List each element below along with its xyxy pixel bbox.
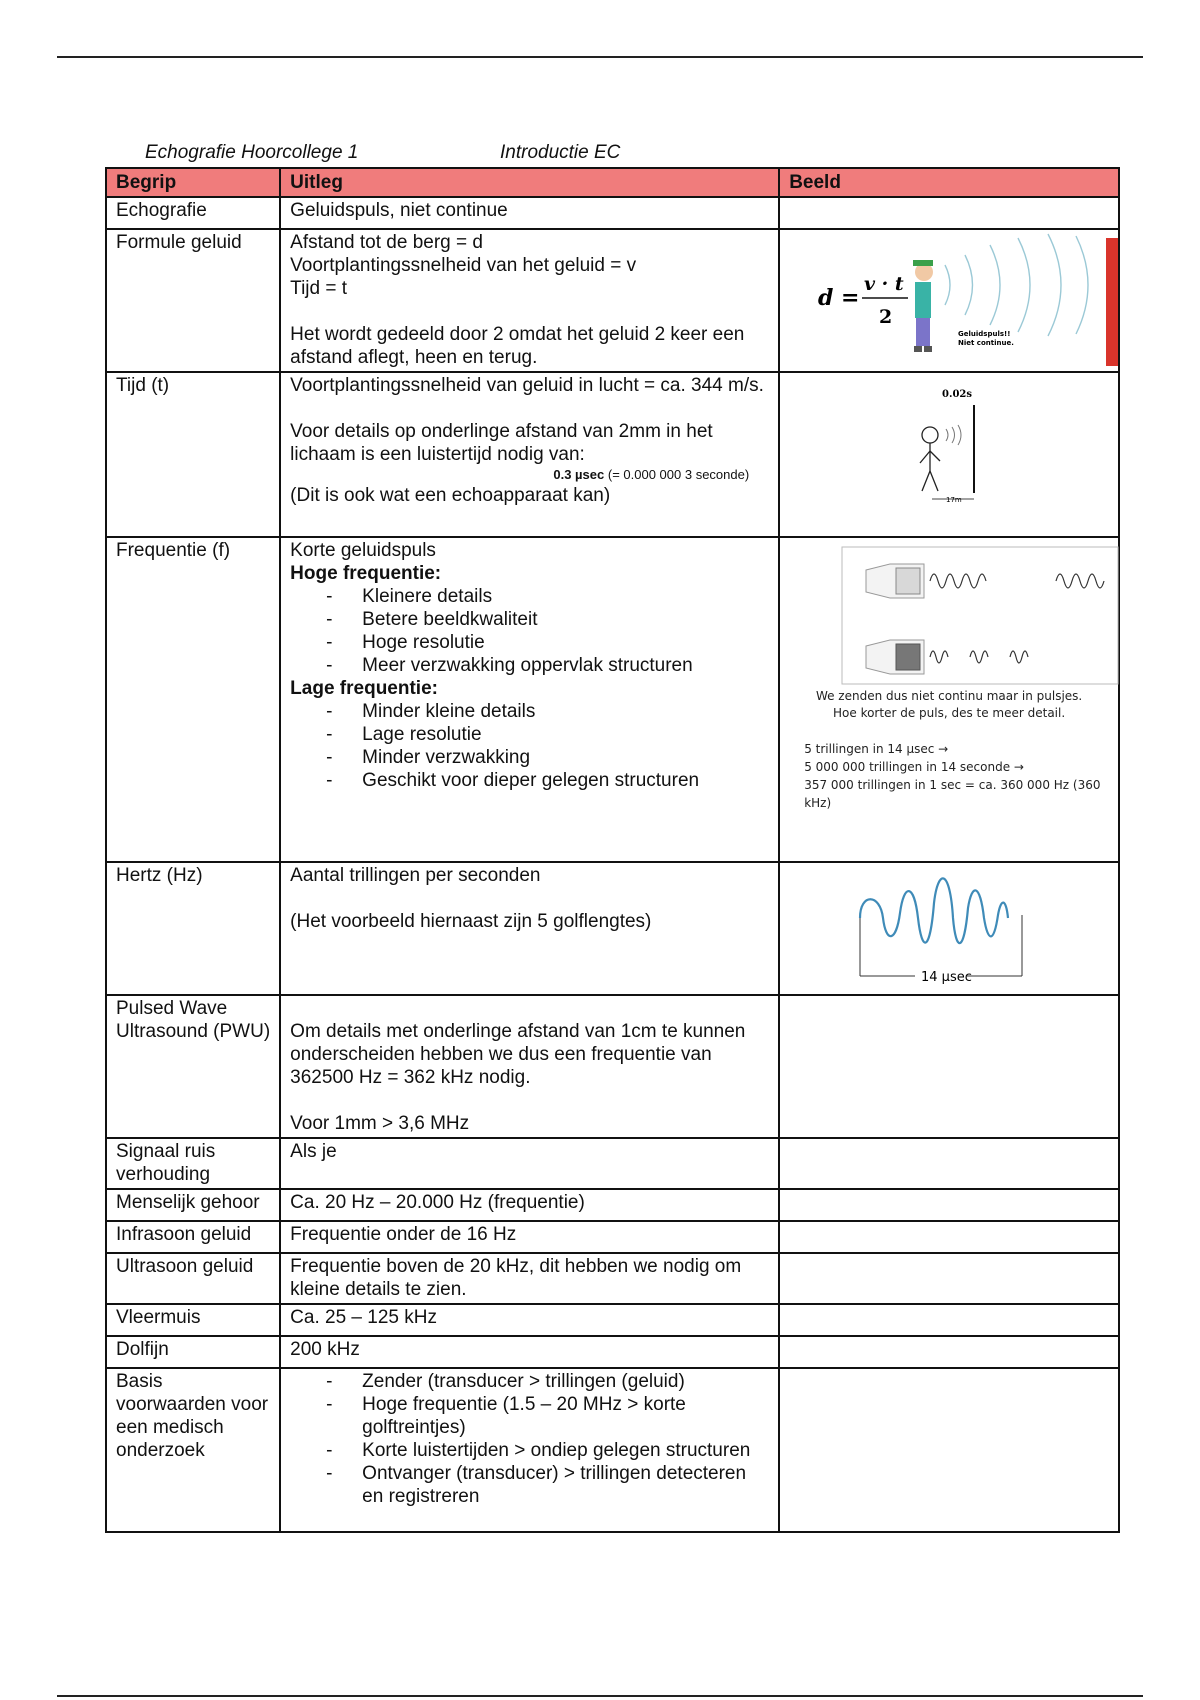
term-cell: Dolfijn <box>106 1336 280 1368</box>
explanation-cell <box>280 995 779 1138</box>
explanation-cell <box>280 537 779 862</box>
explanation-cell: Als je <box>280 1138 779 1189</box>
term-cell: Echografie <box>106 197 280 229</box>
text-line: Aantal trillingen per seconden <box>290 865 541 886</box>
header-begrip: Begrip <box>106 168 280 197</box>
text-line: Om details met onderlinge afstand van 1cm te kunnen onderscheiden hebben we dus een frequentie van 362500 Hz = 362 kHz nodig. <box>290 1021 746 1088</box>
wave-illustration <box>780 863 1120 993</box>
table-row <box>106 1221 1119 1253</box>
explanation-cell: Ca. 20 Hz – 20.000 Hz (frequentie) <box>280 1189 779 1221</box>
svg-text:Niet continue.: Niet continue. <box>958 339 1015 347</box>
image-cell <box>779 995 1119 1138</box>
stick-figure <box>920 427 940 491</box>
list-item: - Ontvanger (transducer) > trillingen detecteren en registreren <box>326 1462 769 1508</box>
image-cell <box>779 197 1119 229</box>
text-line: Tijd = t <box>290 278 348 299</box>
list-item: - Betere beeldkwaliteit <box>326 608 769 631</box>
header-uitleg: Uitleg <box>280 168 779 197</box>
explanation-cell <box>280 862 779 995</box>
image-cell <box>779 229 1119 372</box>
term-cell: Menselijk gehoor <box>106 1189 280 1221</box>
explanation-cell <box>280 229 779 372</box>
table-row <box>106 197 1119 229</box>
time-label: 0.02s <box>942 389 973 400</box>
echo-formula-illustration <box>780 230 1120 368</box>
text-line: Voor details op onderlinge afstand van 2mm in het lichaam is een luistertijd nodig van: <box>290 421 713 465</box>
image-cell <box>779 1253 1119 1304</box>
subheading: Hoge frequentie: <box>290 563 442 584</box>
formula-line: 0.3 µsec (= 0.000 000 3 seconde) <box>553 467 750 482</box>
formula-numerator: v · t <box>864 273 904 295</box>
term-cell: Signaal ruis verhouding <box>106 1138 280 1189</box>
image-cell <box>779 1304 1119 1336</box>
person-figure <box>913 260 933 352</box>
image-cell <box>779 1138 1119 1189</box>
echo-time-illustration <box>780 373 1120 536</box>
concept-table <box>105 167 1120 1533</box>
explanation-cell: Frequentie onder de 16 Hz <box>280 1221 779 1253</box>
term-cell: Infrasoon geluid <box>106 1221 280 1253</box>
term-cell: Vleermuis <box>106 1304 280 1336</box>
formula-d: d = <box>818 285 860 311</box>
explanation-cell <box>280 372 779 537</box>
mountain-wall <box>1106 238 1118 366</box>
subheading: Lage frequentie: <box>290 678 438 699</box>
high-frequency-list <box>290 585 769 677</box>
table-row <box>106 372 1119 537</box>
term-cell: Hertz (Hz) <box>106 862 280 995</box>
pulse-caption: We zenden dus niet continu maar in pulsjes. Hoe korter de puls, des te meer detail. <box>815 689 1083 720</box>
text-line: Voortplantingssnelheid van geluid in lucht = ca. 344 m/s. <box>290 375 764 396</box>
image-cell <box>779 1189 1119 1221</box>
table-row <box>106 1253 1119 1304</box>
term-cell: Pulsed Wave Ultrasound (PWU) <box>106 995 280 1138</box>
duration-label: 14 µsec <box>921 970 973 985</box>
text-line: (Dit is ook wat een echoapparaat kan) <box>290 485 611 506</box>
image-cell <box>779 1221 1119 1253</box>
image-cell <box>779 1368 1119 1532</box>
formula-denominator: 2 <box>879 306 893 328</box>
image-cell <box>779 862 1119 995</box>
list-item: - Hoge resolutie <box>326 631 769 654</box>
list-item: - Kleinere details <box>326 585 769 608</box>
list-item: - Zender (transducer > trillingen (geluid) <box>326 1370 769 1393</box>
explanation-cell <box>280 1368 779 1532</box>
text-line: Korte geluidspuls <box>290 540 436 561</box>
text-line: (Het voorbeeld hiernaast zijn 5 golflengtes) <box>290 911 652 932</box>
table-row <box>106 1138 1119 1189</box>
explanation-cell: Geluidspuls, niet continue <box>280 197 779 229</box>
term-cell: Basis voorwaarden voor een medisch onderzoek <box>106 1368 280 1532</box>
table-row <box>106 229 1119 372</box>
sound-waves <box>945 234 1088 336</box>
table-row <box>106 995 1119 1138</box>
document-subtitle: Introductie EC <box>500 142 621 163</box>
distance-label: 17m <box>946 496 962 504</box>
table-row <box>106 1189 1119 1221</box>
list-item: - Meer verzwakking oppervlak structuren <box>326 654 769 677</box>
list-item: - Hoge frequentie (1.5 – 20 MHz > korte golftreintjes) <box>326 1393 769 1439</box>
term-cell: Frequentie (f) <box>106 537 280 862</box>
top-rule <box>57 56 1143 58</box>
list-item: - Lage resolutie <box>326 723 769 746</box>
image-cell <box>779 372 1119 537</box>
pulse-diagram <box>780 538 1120 688</box>
table-header-row <box>106 168 1119 197</box>
explanation-cell: Frequentie boven de 20 kHz, dit hebben we nodig om kleine details te zien. <box>280 1253 779 1304</box>
list-item: - Korte luistertijden > ondiep gelegen structuren <box>326 1439 769 1462</box>
low-frequency-list <box>290 700 769 792</box>
table-row <box>106 1304 1119 1336</box>
list-item: - Minder kleine details <box>326 700 769 723</box>
table-row <box>106 537 1119 862</box>
image-cell <box>779 537 1119 862</box>
explanation-cell: Ca. 25 – 125 kHz <box>280 1304 779 1336</box>
term-cell: Tijd (t) <box>106 372 280 537</box>
bottom-rule <box>57 1695 1143 1697</box>
text-line: Voortplantingssnelheid van het geluid = v <box>290 255 637 276</box>
requirements-list <box>290 1370 769 1508</box>
header-beeld: Beeld <box>779 168 1119 197</box>
document-title: Echografie Hoorcollege 1 <box>145 142 359 163</box>
image-cell <box>779 1336 1119 1368</box>
table-row <box>106 1368 1119 1532</box>
oscillation-notes: 5 trillingen in 14 µsec → 5 000 000 trillingen in 14 seconde → 357 000 trillingen in 1 sec = ca. 360 000 Hz (360 kHz) <box>804 742 1101 810</box>
list-item: - Geschikt voor dieper gelegen structuren <box>326 769 769 792</box>
text-line: Voor 1mm > 3,6 MHz <box>290 1113 470 1134</box>
illustration-caption: Geluidspuls!! <box>958 330 1011 338</box>
table-row <box>106 1336 1119 1368</box>
table-row <box>106 862 1119 995</box>
text-line: Afstand tot de berg = d <box>290 232 483 253</box>
list-item: - Minder verzwakking <box>326 746 769 769</box>
explanation-cell: 200 kHz <box>280 1336 779 1368</box>
term-cell: Ultrasoon geluid <box>106 1253 280 1304</box>
term-cell: Formule geluid <box>106 229 280 372</box>
text-line: Het wordt gedeeld door 2 omdat het geluid 2 keer een afstand aflegt, heen en terug. <box>290 324 745 368</box>
